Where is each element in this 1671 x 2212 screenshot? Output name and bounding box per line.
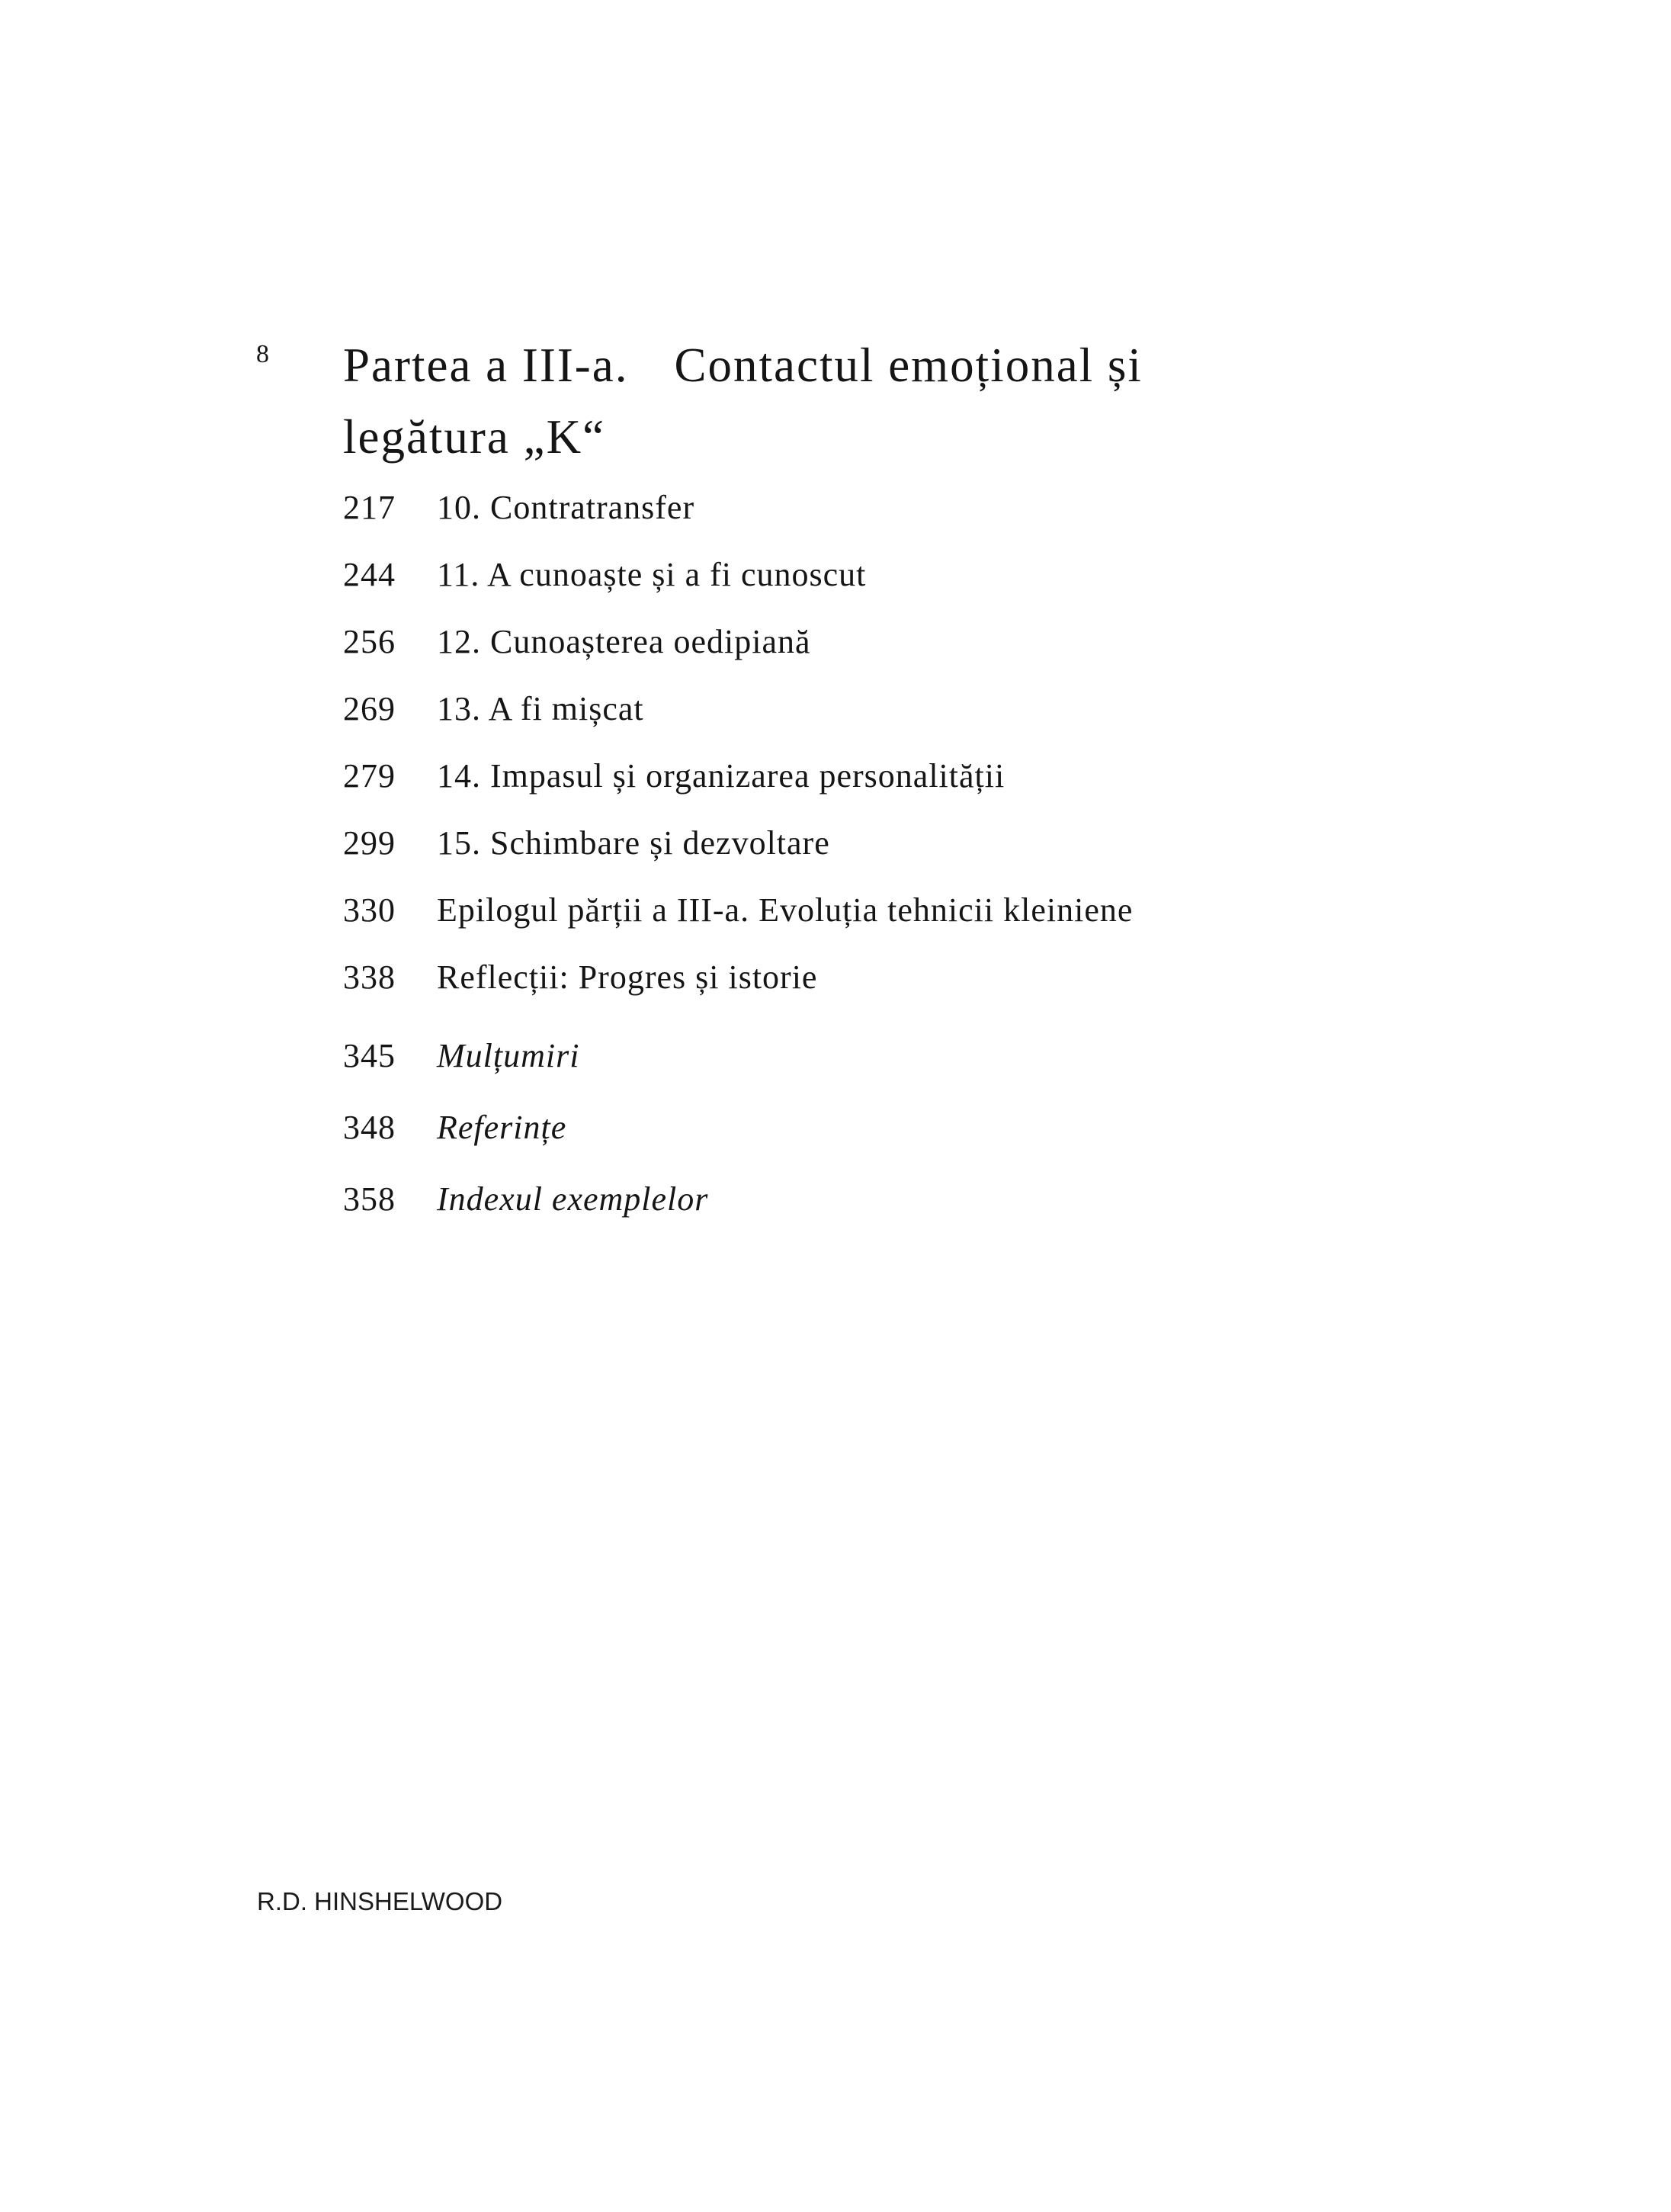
toc-entry-page-number: 358 <box>343 1180 396 1218</box>
toc-entry <box>343 944 1448 1011</box>
backmatter-section <box>343 1020 1448 1235</box>
toc-entry <box>343 676 1448 743</box>
toc-entry <box>343 474 1448 541</box>
toc-entry <box>343 743 1448 810</box>
toc-entry-title: 14. Impasul și organizarea personalității <box>437 757 1005 795</box>
part-title-line1: Contactul emoțional și <box>674 339 1143 392</box>
part-label: Partea a III-a. <box>343 339 629 392</box>
toc-entry-page-number: 345 <box>343 1037 396 1074</box>
toc-entry-page-number: 338 <box>343 958 396 996</box>
margin-note-number: 8 <box>256 340 269 368</box>
toc-entry-title: Mulțumiri <box>437 1037 580 1074</box>
toc-entry-page-number: 348 <box>343 1109 396 1146</box>
toc-entry-title: Reflecții: Progres și istorie <box>437 958 818 996</box>
toc-entry-title: 11. A cunoaște și a fi cunoscut <box>437 556 867 593</box>
table-of-contents <box>343 474 1448 1235</box>
part-title-line2: legătura „K“ <box>343 410 606 464</box>
part-heading <box>343 329 1143 473</box>
toc-entry-page-number: 256 <box>343 623 396 660</box>
toc-entry-title: 15. Schimbare și dezvoltare <box>437 824 830 862</box>
toc-entry <box>343 1164 1448 1235</box>
toc-entry <box>343 810 1448 877</box>
toc-entry <box>343 1020 1448 1092</box>
toc-entry-title: 12. Cunoașterea oedipiană <box>437 623 811 660</box>
toc-entry-page-number: 299 <box>343 824 396 862</box>
toc-entry-title: Indexul exemplelor <box>437 1180 709 1218</box>
toc-entry <box>343 608 1448 676</box>
toc-entry-page-number: 279 <box>343 757 396 795</box>
toc-entry-title: Referințe <box>437 1109 567 1146</box>
toc-entry <box>343 1092 1448 1164</box>
toc-entry <box>343 877 1448 944</box>
toc-entry-page-number: 244 <box>343 556 396 593</box>
toc-entry-title: 10. Contratransfer <box>437 489 695 526</box>
part-heading-line1 <box>343 329 1143 401</box>
footer-author: R.D. HINSHELWOOD <box>257 1887 503 1915</box>
toc-entry-page-number: 269 <box>343 690 396 727</box>
toc-entry-page-number: 330 <box>343 891 396 929</box>
toc-entry-title: 13. A fi mișcat <box>437 690 644 727</box>
toc-entry-title: Epilogul părții a III-a. Evoluția tehnicii kleiniene <box>437 891 1134 929</box>
toc-entry-page-number: 217 <box>343 489 396 526</box>
toc-entry <box>343 541 1448 608</box>
